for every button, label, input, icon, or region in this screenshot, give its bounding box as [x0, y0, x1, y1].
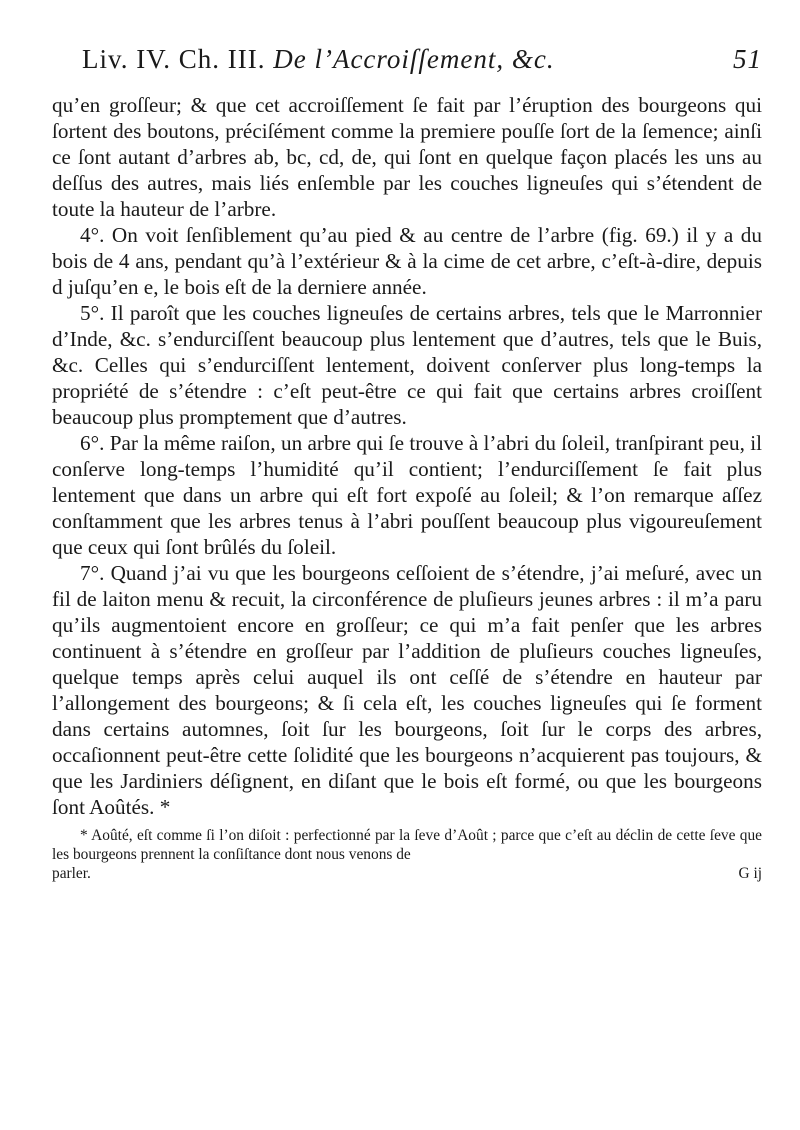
paragraph-7: 7°. Quand j’ai vu que les bourgeons ceſſoient de s’étendre, j’ai meſuré, avec un fil de laiton menu & recuit, la circonférence de pluſieurs jeunes arbres : il m’a paru qu’ils augmentoient encore en groſſeur; ce qui m’a fait penſer que les arbres continuent à s’étendre en groſſeur par l’addition de pluſieurs couches ligneuſes, quelque temps après celui auquel ils ont ceſſé de s’étendre en hauteur par l’allongement des bourgeons; & ſi cela eſt, les couches ligneuſes qui ſe forment dans certains automnes, ſoit ſur les bourgeons, ſoit ſur le corps des arbres, occaſionnent peut-être cette ſolidité que les bourgeons n’acquierent pas toujours, & que les Jardiniers déſignent, en diſant que le bois eſt formé, ou que les bourgeons ſont Aoûtés. * — [52, 561, 762, 819]
paragraph-continuation: qu’en groſſeur; & que cet accroiſſement ſe fait par l’éruption des bourgeons qui ſortent des boutons, préciſément comme la premiere pouſſe ſort de la ſemence; ainſi ce ſont autant d’arbres ab, bc, cd, de, qui ſont en quelque façon placés les uns au deſſus des autres, mais liés enſemble par les couches ligneuſes qui s’étendent de toute la hauteur de l’arbre. — [52, 93, 762, 221]
paragraph-4: 4°. On voit ſenſiblement qu’au pied & au centre de l’arbre (fig. 69.) il y a du bois de 4 ans, pendant qu’à l’extérieur & à la cime de cet arbre, c’eſt-à-dire, depuis d juſqu’en e, le bois eſt de la derniere année. — [52, 223, 762, 299]
running-head-prefix: Liv. IV. Ch. III. — [82, 44, 266, 74]
paragraph-6: 6°. Par la même raiſon, un arbre qui ſe trouve à l’abri du ſoleil, tranſpirant peu, il conſerve long-temps l’humidité qu’il contient; l’endurciſſement ſe fait plus lentement que dans un arbre qui eſt fort expoſé au ſoleil; & l’on remarque aſſez conſtamment que les arbres tenus à l’abri pouſſent beaucoup plus vigoureuſement que ceux qui ſont brûlés du ſoleil. — [52, 431, 762, 559]
footnote-last-line: parler. — [52, 865, 91, 882]
running-head-title: De l’Accroiſſement, &c. — [273, 44, 555, 74]
footnote: * Aoûté, eſt comme ſi l’on diſoit : perfectionné par la ſeve d’Août ; parce que c’eſt au déclin de cette ſeve que les bourgeons prennent la conſiſtance dont nous venons de — [52, 827, 762, 863]
page-number: 51 — [733, 44, 762, 74]
book-page — [52, 44, 762, 883]
body-text — [52, 92, 762, 820]
paragraph-5: 5°. Il paroît que les couches ligneuſes de certains arbres, tels que le Marronnier d’Inde, &c. s’endurciſſent beaucoup plus lentement que d’autres, tels que le Buis, &c. Celles qui s’endurciſſent lentement, doivent conſerver plus long-temps la propriété de s’étendre : c’eſt peut-être ce qui fait que certains arbres croiſſent beaucoup plus promptement que d’autres. — [52, 301, 762, 429]
signature-mark: G ij — [738, 865, 762, 882]
running-head — [82, 44, 555, 75]
page-header — [52, 44, 762, 92]
footnote-bottom-line — [52, 864, 762, 883]
